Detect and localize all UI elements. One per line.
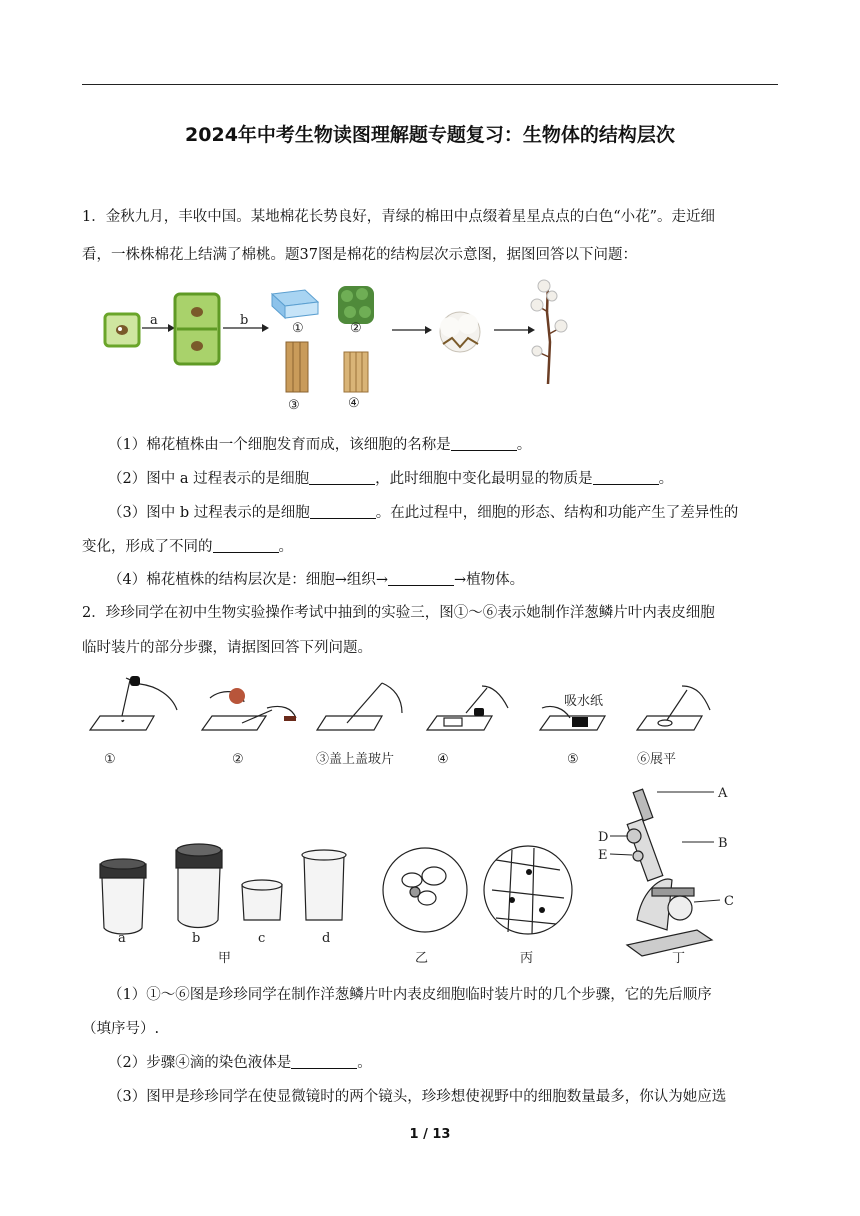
figure-yi-label: 乙	[415, 951, 429, 966]
q1-sub3-rest: 。在此过程中，细胞的形态、结构和功能产生了差异性的	[375, 505, 739, 521]
part-D-label: D	[598, 830, 609, 845]
answer-blank[interactable]	[388, 570, 454, 586]
q1-stem-line1: 1．金秋九月，丰收中国。某地棉花长势良好，青绿的棉田中点缀着星星点点的白色“小花”。走近细	[82, 209, 716, 225]
q2-sub1-line1: （1）①～⑥图是珍珍同学在制作洋葱鳞片叶内表皮细胞临时装片时的几个步骤，它的先后顺序	[108, 987, 712, 1003]
q1-sub4-end: →植物体。	[454, 572, 525, 588]
q2-stem-line2: 临时装片的部分步骤，请据图回答下列问题。	[82, 640, 372, 656]
label-a: a	[150, 313, 158, 328]
step-1-label: ①	[104, 752, 116, 767]
label-b: b	[240, 313, 249, 328]
part-E-label: E	[598, 848, 608, 863]
q1-sub3	[108, 501, 738, 522]
part-A-label: A	[718, 786, 728, 801]
cotton-plant	[531, 280, 567, 384]
part-C-label: C	[724, 894, 734, 909]
q2-sub2-text: （2）步骤④滴的染色液体是	[108, 1055, 292, 1071]
header-rule	[82, 84, 778, 85]
q1-sub3-line2-end: 。	[278, 539, 293, 555]
label-2: ②	[350, 321, 362, 336]
lens-a-label: a	[118, 931, 126, 946]
page-number: 1 / 13	[409, 1127, 451, 1142]
tissue-4	[344, 352, 368, 392]
q1-sub4-text: （4）棉花植株的结构层次是：细胞→组织→	[108, 572, 389, 588]
answer-blank[interactable]	[310, 503, 376, 519]
figure-ding-label: 丁	[672, 951, 686, 966]
label-4: ④	[348, 396, 360, 411]
q1-sub2-text: （2）图中 a 过程表示的是细胞	[108, 471, 310, 487]
q1-sub1-end: 。	[516, 437, 532, 453]
q2-stem-line1: 2．珍珍同学在初中生物实验操作考试中抽到的实验三，图①～⑥表示她制作洋葱鳞片叶内表皮细胞	[82, 605, 715, 621]
lens-d-label: d	[322, 931, 331, 946]
q1-stem-line2: 看，一株株棉花上结满了棉桃。题37图是棉花的结构层次示意图，据图回答以下问题：	[82, 247, 637, 263]
part-B-label: B	[718, 836, 728, 851]
tissue-3	[286, 342, 308, 392]
q1-sub1-text: （1）棉花植株由一个细胞发育而成，该细胞的名称是	[108, 437, 451, 453]
q1-sub3-line2	[82, 535, 293, 556]
q1-sub1	[108, 433, 531, 454]
q2-sub3-line1: （3）图甲是珍珍同学在使显微镜时的两个镜头，珍珍想使视野中的细胞数量最多，你认为她应选	[108, 1089, 727, 1105]
answer-blank[interactable]	[593, 469, 659, 485]
step-3-label: ③盖上盖玻片	[316, 752, 395, 767]
cotton-boll	[440, 312, 480, 352]
answer-blank[interactable]	[291, 1053, 357, 1069]
step-5-label: ⑤	[567, 752, 579, 767]
dividing-cells	[175, 294, 219, 364]
lens-b-label: b	[192, 931, 201, 946]
blotting-paper-label: 吸水纸	[564, 694, 604, 709]
step-6-label: ⑥展平	[637, 752, 677, 767]
q2-sub2	[108, 1051, 372, 1072]
q1-sub2-mid: ，此时细胞中变化最明显的物质是	[375, 471, 593, 487]
q1-sub3-text: （3）图中 b 过程表示的是细胞	[108, 505, 310, 521]
page-title: 2024年中考生物读图理解题专题复习：生物体的结构层次	[185, 124, 675, 146]
answer-blank[interactable]	[451, 435, 517, 451]
step-2-label: ②	[232, 752, 244, 767]
figure-bing-label: 丙	[520, 951, 534, 966]
q1-sub4	[108, 568, 524, 589]
lens-c-label: c	[258, 931, 266, 946]
tissue-2	[338, 286, 374, 324]
slide-steps-figure	[82, 668, 742, 773]
fertilized-egg-cell	[105, 314, 139, 346]
step-4-label: ④	[437, 752, 449, 767]
q1-sub2-end: 。	[658, 471, 674, 487]
tissue-1	[272, 290, 318, 318]
cotton-structure-figure	[100, 272, 600, 417]
figure-jia-label: 甲	[218, 951, 232, 966]
label-1: ①	[292, 321, 304, 336]
microscope-figure	[82, 780, 762, 970]
q1-sub3-line2-text: 变化，形成了不同的	[82, 539, 213, 555]
label-3: ③	[288, 398, 300, 413]
answer-blank[interactable]	[213, 537, 279, 553]
q2-sub1-line2: （填序号）.	[82, 1021, 160, 1037]
answer-blank[interactable]	[309, 469, 375, 485]
q1-sub2	[108, 467, 673, 488]
q2-sub2-end: 。	[357, 1055, 372, 1071]
